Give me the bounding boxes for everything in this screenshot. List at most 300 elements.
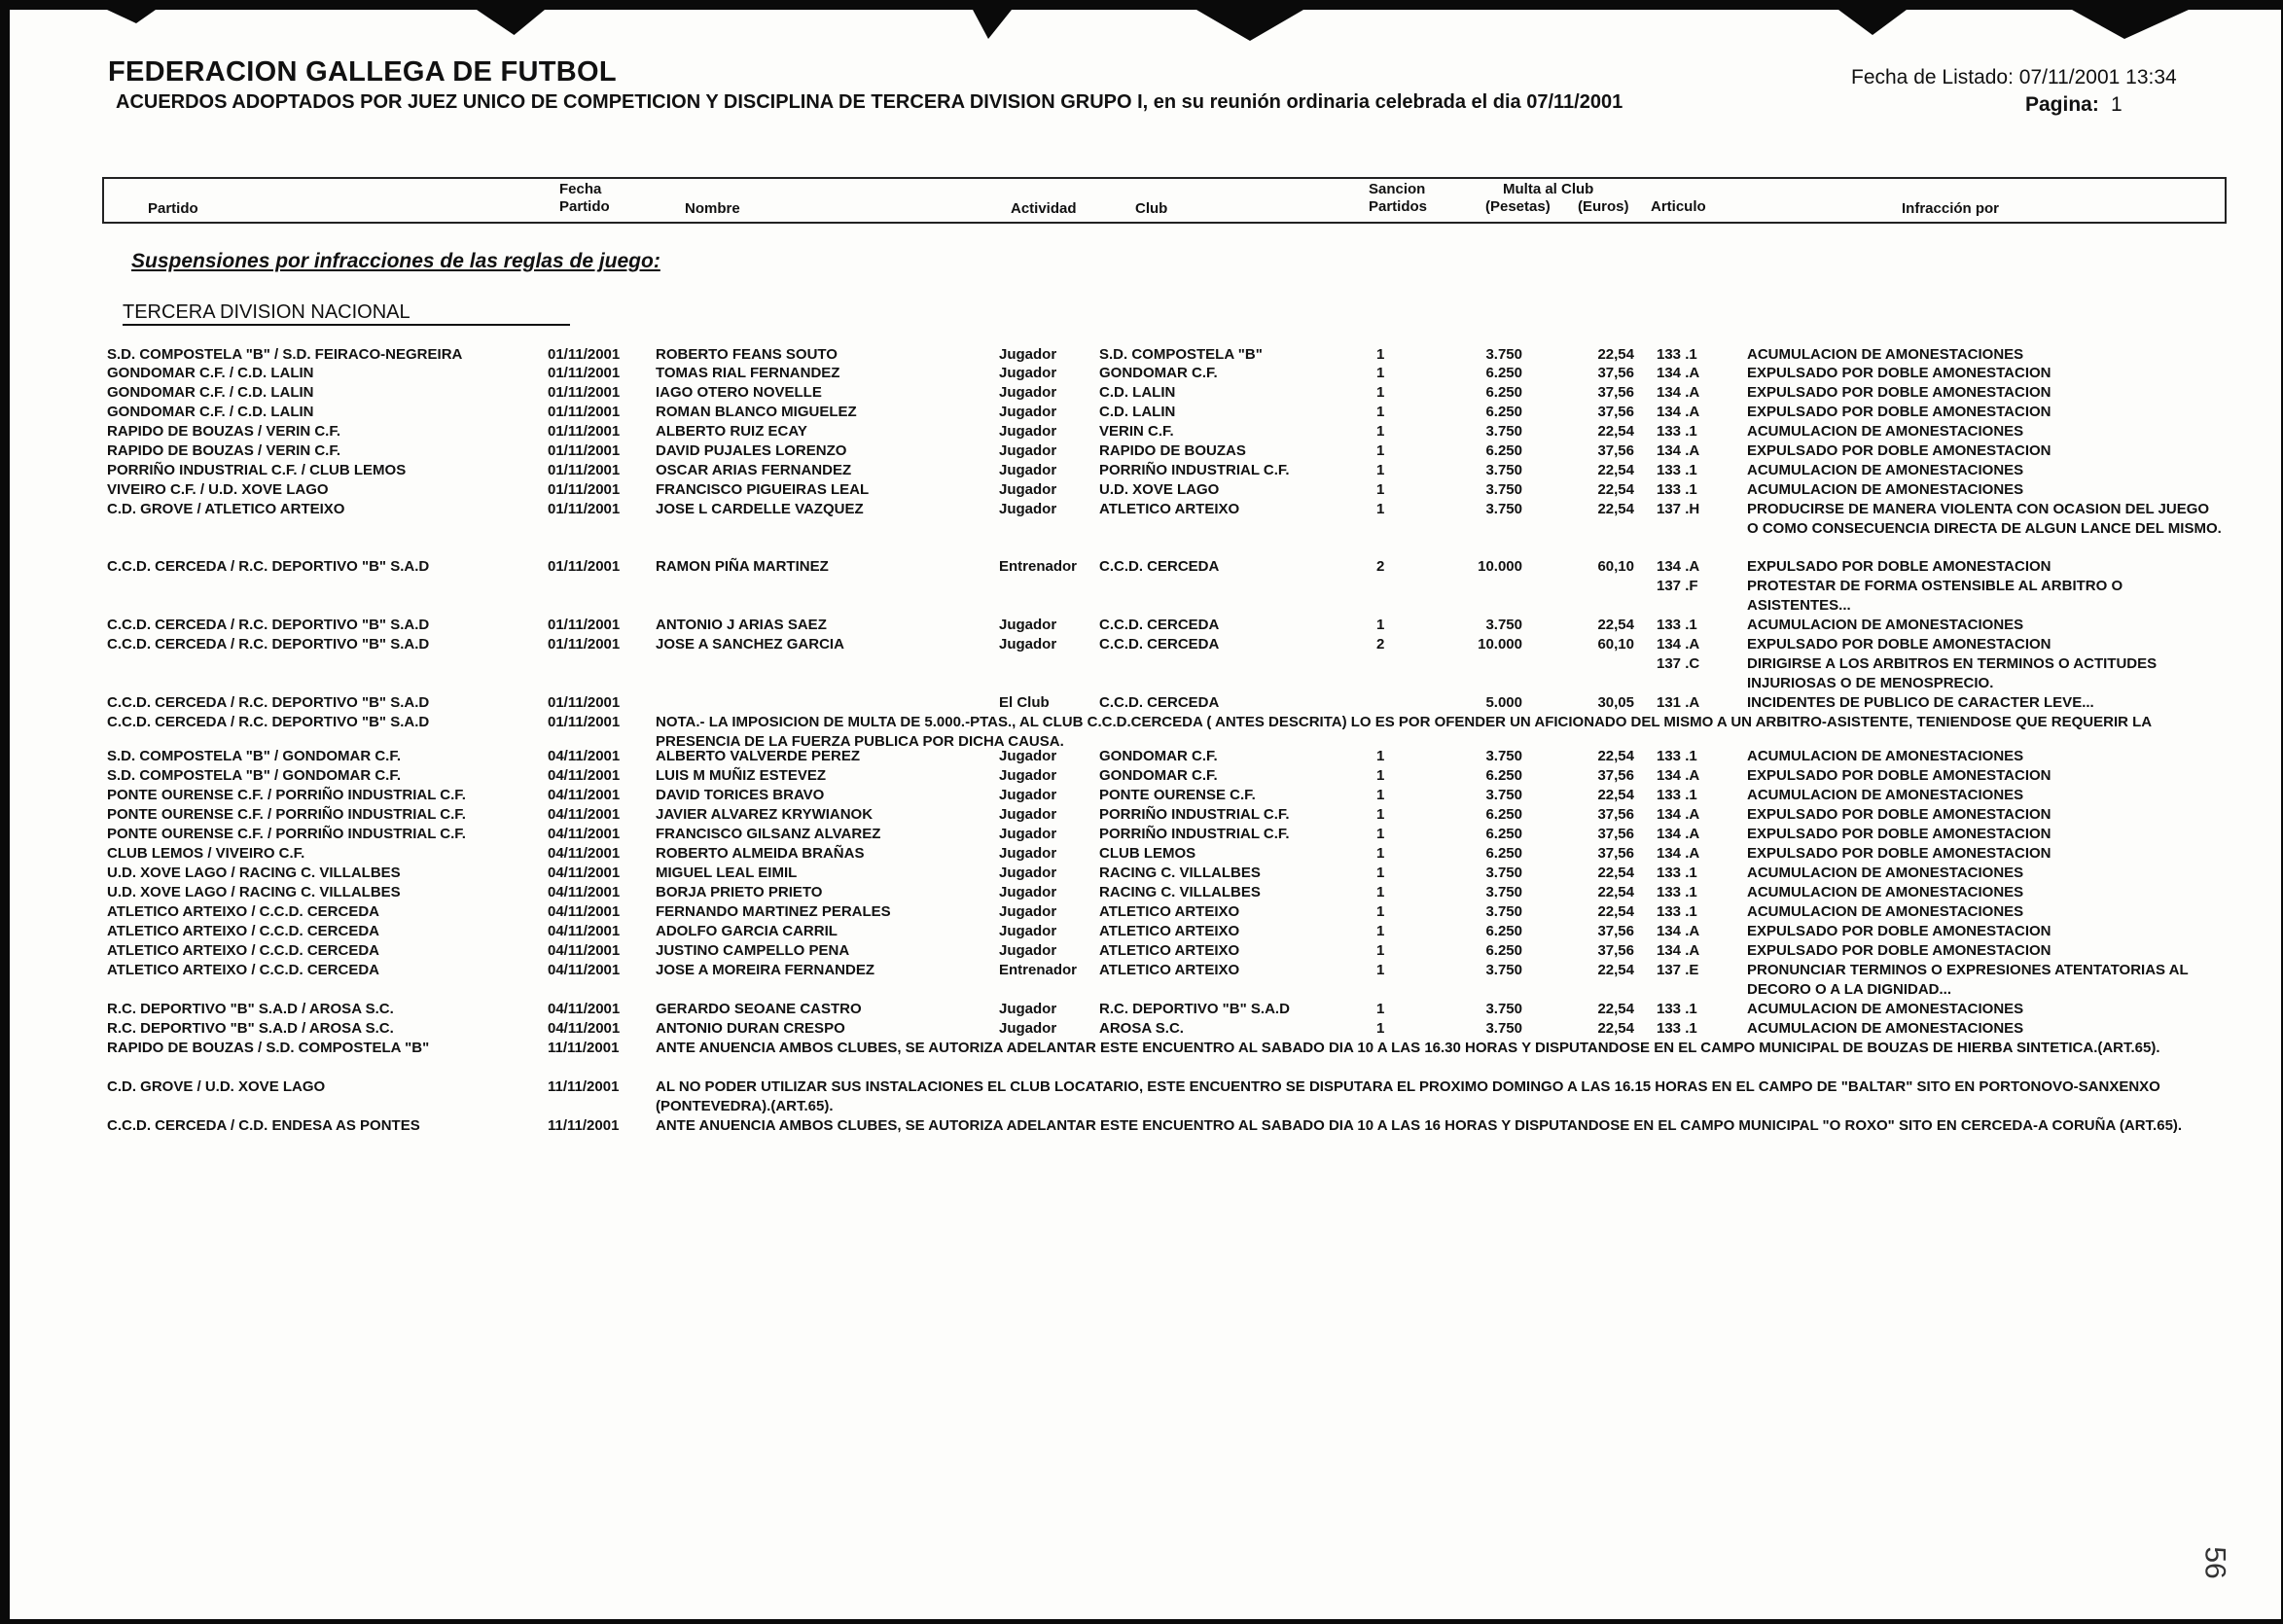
cell-fecha: 01/11/2001 bbox=[548, 404, 621, 420]
cell-euros: 37,56 bbox=[1597, 442, 1634, 459]
page-number: 1 bbox=[2111, 93, 2122, 116]
cell-articulo: 133 .1 bbox=[1657, 1001, 1697, 1017]
cell-partido: RAPIDO DE BOUZAS / VERIN C.F. bbox=[107, 442, 341, 459]
cell-fecha: 11/11/2001 bbox=[548, 1078, 620, 1095]
cell-partidos: 1 bbox=[1376, 346, 1385, 363]
cell-actividad: Jugador bbox=[999, 442, 1057, 459]
cell-infraccion: ACUMULACION DE AMONESTACIONES bbox=[1747, 1020, 2024, 1037]
cell-fecha: 04/11/2001 bbox=[548, 1020, 621, 1037]
cell-euros: 22,54 bbox=[1597, 884, 1634, 900]
cell-articulo: 133 .1 bbox=[1657, 462, 1697, 478]
cell-club: C.C.D. CERCEDA bbox=[1099, 558, 1220, 575]
cell-euros: 22,54 bbox=[1597, 346, 1634, 363]
cell-infraccion: PRONUNCIAR TERMINOS O EXPRESIONES ATENTATORIAS AL DECORO O A LA DIGNIDAD... bbox=[1747, 962, 2189, 998]
cell-actividad: Jugador bbox=[999, 748, 1057, 764]
cell-fecha: 01/11/2001 bbox=[548, 617, 621, 633]
cell-infraccion: ACUMULACION DE AMONESTACIONES bbox=[1747, 617, 2024, 633]
cell-articulo: 134 .A bbox=[1657, 404, 1700, 420]
cell-pesetas: 6.250 bbox=[1485, 365, 1522, 381]
cell-nombre: RAMON PIÑA MARTINEZ bbox=[656, 558, 829, 575]
cell-actividad: Jugador bbox=[999, 346, 1057, 363]
cell-club: S.D. COMPOSTELA "B" bbox=[1099, 346, 1263, 363]
cell-infraccion: EXPULSADO POR DOBLE AMONESTACION bbox=[1747, 942, 2051, 959]
cell-partido: RAPIDO DE BOUZAS / S.D. COMPOSTELA "B" bbox=[107, 1040, 430, 1056]
cell-partidos: 1 bbox=[1376, 617, 1385, 633]
cell-fecha: 04/11/2001 bbox=[548, 748, 621, 764]
cell-fecha: 04/11/2001 bbox=[548, 923, 621, 939]
cell-fecha: 01/11/2001 bbox=[548, 442, 621, 459]
cell-club: C.D. LALIN bbox=[1099, 384, 1176, 401]
col-pesetas: (Pesetas) bbox=[1485, 198, 1551, 215]
cell-fecha: 04/11/2001 bbox=[548, 787, 621, 803]
cell-pesetas: 3.750 bbox=[1485, 1020, 1522, 1037]
cell-infraccion: ACUMULACION DE AMONESTACIONES bbox=[1747, 787, 2024, 803]
cell-partidos: 1 bbox=[1376, 442, 1385, 459]
cell-articulo: 133 .1 bbox=[1657, 423, 1697, 440]
cell-partido: S.D. COMPOSTELA "B" / GONDOMAR C.F. bbox=[107, 767, 402, 784]
cell-partidos: 1 bbox=[1376, 501, 1385, 517]
cell-partidos: 1 bbox=[1376, 826, 1385, 842]
cell-articulo: 133 .1 bbox=[1657, 748, 1697, 764]
cell-infraccion: EXPULSADO POR DOBLE AMONESTACION bbox=[1747, 806, 2051, 823]
cell-fecha: 04/11/2001 bbox=[548, 903, 621, 920]
cell-infraccion: EXPULSADO POR DOBLE AMONESTACION bbox=[1747, 558, 2051, 575]
cell-euros: 22,54 bbox=[1597, 501, 1634, 517]
cell-fecha: 01/11/2001 bbox=[548, 423, 621, 440]
cell-partido: C.C.D. CERCEDA / R.C. DEPORTIVO "B" S.A.D bbox=[107, 636, 430, 653]
cell-partido: GONDOMAR C.F. / C.D. LALIN bbox=[107, 365, 314, 381]
cell-articulo: 134 .A bbox=[1657, 806, 1700, 823]
cell-nombre: FRANCISCO GILSANZ ALVAREZ bbox=[656, 826, 881, 842]
cell-partidos: 1 bbox=[1376, 942, 1385, 959]
cell-articulo: 134 .A bbox=[1657, 826, 1700, 842]
cell-actividad: Jugador bbox=[999, 481, 1057, 498]
cell-club: RACING C. VILLALBES bbox=[1099, 865, 1261, 881]
cell-partido: ATLETICO ARTEIXO / C.C.D. CERCEDA bbox=[107, 962, 380, 978]
cell-nombre: TOMAS RIAL FERNANDEZ bbox=[656, 365, 840, 381]
cell-partidos: 2 bbox=[1376, 636, 1385, 653]
cell-pesetas: 3.750 bbox=[1485, 346, 1522, 363]
cell-partidos: 1 bbox=[1376, 1020, 1385, 1037]
cell-note: ANTE ANUENCIA AMBOS CLUBES, SE AUTORIZA ADELANTAR ESTE ENCUENTRO AL SABADO DIA 10 A LAS 16.30 HORAS Y DISPUTANDOSE EN EL CAMPO MUNICIPAL DE BOUZAS DE HIERBA SINTETICA.(ART.65). bbox=[656, 1040, 2160, 1056]
cell-pesetas: 3.750 bbox=[1485, 481, 1522, 498]
cell-club: ATLETICO ARTEIXO bbox=[1099, 942, 1240, 959]
col-actividad: Actividad bbox=[1011, 200, 1077, 217]
cell-partidos: 1 bbox=[1376, 365, 1385, 381]
cell-euros: 30,05 bbox=[1597, 694, 1634, 711]
cell-fecha: 11/11/2001 bbox=[548, 1040, 620, 1056]
cell-euros: 37,56 bbox=[1597, 845, 1634, 862]
cell-partido: ATLETICO ARTEIXO / C.C.D. CERCEDA bbox=[107, 923, 380, 939]
cell-infraccion: ACUMULACION DE AMONESTACIONES bbox=[1747, 1001, 2024, 1017]
cell-partido: C.C.D. CERCEDA / R.C. DEPORTIVO "B" S.A.D bbox=[107, 617, 430, 633]
cell-partidos: 1 bbox=[1376, 787, 1385, 803]
cell-pesetas: 3.750 bbox=[1485, 787, 1522, 803]
cell-euros: 22,54 bbox=[1597, 481, 1634, 498]
cell-pesetas: 6.250 bbox=[1485, 826, 1522, 842]
torn-edge bbox=[477, 10, 545, 35]
cell-articulo: 133 .1 bbox=[1657, 787, 1697, 803]
cell-club: C.D. LALIN bbox=[1099, 404, 1176, 420]
cell-pesetas: 6.250 bbox=[1485, 806, 1522, 823]
cell-actividad: Entrenador bbox=[999, 558, 1078, 575]
cell-actividad: Jugador bbox=[999, 1020, 1057, 1037]
cell-articulo: 134 .A bbox=[1657, 845, 1700, 862]
cell-nombre: LUIS M MUÑIZ ESTEVEZ bbox=[656, 767, 827, 784]
cell-fecha: 04/11/2001 bbox=[548, 806, 621, 823]
cell-euros: 22,54 bbox=[1597, 903, 1634, 920]
document-subtitle: ACUERDOS ADOPTADOS POR JUEZ UNICO DE COMPETICION Y DISCIPLINA DE TERCERA DIVISION GRUPO I, en su reunión ordinaria celebrada el dia 07/11/2001 bbox=[116, 91, 1623, 113]
cell-actividad: El Club bbox=[999, 694, 1050, 711]
cell-partidos: 1 bbox=[1376, 884, 1385, 900]
cell-club: VERIN C.F. bbox=[1099, 423, 1174, 440]
cell-partido: C.C.D. CERCEDA / R.C. DEPORTIVO "B" S.A.D bbox=[107, 714, 430, 730]
cell-nombre: ROMAN BLANCO MIGUELEZ bbox=[656, 404, 857, 420]
cell-infraccion: ACUMULACION DE AMONESTACIONES bbox=[1747, 903, 2024, 920]
cell-club: ATLETICO ARTEIXO bbox=[1099, 962, 1240, 978]
cell-actividad: Jugador bbox=[999, 923, 1057, 939]
cell-nombre: MIGUEL LEAL EIMIL bbox=[656, 865, 798, 881]
cell-infraccion: EXPULSADO POR DOBLE AMONESTACION bbox=[1747, 384, 2051, 401]
cell-partidos: 1 bbox=[1376, 767, 1385, 784]
cell-infraccion: EXPULSADO POR DOBLE AMONESTACION bbox=[1747, 365, 2051, 381]
col-multa: Multa al Club bbox=[1503, 181, 1594, 197]
cell-euros: 37,56 bbox=[1597, 404, 1634, 420]
cell-partido: C.D. GROVE / U.D. XOVE LAGO bbox=[107, 1078, 326, 1095]
cell-note: ANTE ANUENCIA AMBOS CLUBES, SE AUTORIZA ADELANTAR ESTE ENCUENTRO AL SABADO DIA 10 A LAS 16 HORAS Y DISPUTANDOSE EN EL CAMPO MUNICIPAL "O ROXO" SITO EN CERCEDA-A CORUÑA (ART.65). bbox=[656, 1117, 2183, 1134]
cell-euros: 22,54 bbox=[1597, 462, 1634, 478]
cell-pesetas: 6.250 bbox=[1485, 767, 1522, 784]
document-page bbox=[10, 10, 2281, 1619]
cell-nombre: ALBERTO VALVERDE PEREZ bbox=[656, 748, 861, 764]
cell-partido: C.D. GROVE / ATLETICO ARTEIXO bbox=[107, 501, 345, 517]
cell-infraccion: DIRIGIRSE A LOS ARBITROS EN TERMINOS O ACTITUDES INJURIOSAS O DE MENOSPRECIO. bbox=[1747, 655, 2158, 691]
section-title: Suspensiones por infracciones de las reglas de juego: bbox=[131, 250, 660, 272]
cell-club: R.C. DEPORTIVO "B" S.A.D bbox=[1099, 1001, 1290, 1017]
cell-euros: 37,56 bbox=[1597, 365, 1634, 381]
cell-pesetas: 3.750 bbox=[1485, 884, 1522, 900]
cell-fecha: 01/11/2001 bbox=[548, 365, 621, 381]
cell-partidos: 1 bbox=[1376, 481, 1385, 498]
cell-pesetas: 3.750 bbox=[1485, 617, 1522, 633]
cell-euros: 37,56 bbox=[1597, 826, 1634, 842]
cell-club: RACING C. VILLALBES bbox=[1099, 884, 1261, 900]
cell-articulo: 133 .1 bbox=[1657, 884, 1697, 900]
federation-title: FEDERACION GALLEGA DE FUTBOL bbox=[108, 56, 617, 88]
cell-actividad: Entrenador bbox=[999, 962, 1078, 978]
cell-pesetas: 6.250 bbox=[1485, 845, 1522, 862]
col-fecha-bottom: Partido bbox=[559, 198, 610, 215]
cell-partido: R.C. DEPORTIVO "B" S.A.D / AROSA S.C. bbox=[107, 1020, 394, 1037]
cell-nombre: DAVID PUJALES LORENZO bbox=[656, 442, 847, 459]
cell-club: GONDOMAR C.F. bbox=[1099, 365, 1218, 381]
cell-pesetas: 3.750 bbox=[1485, 865, 1522, 881]
cell-club: C.C.D. CERCEDA bbox=[1099, 617, 1220, 633]
col-articulo: Articulo bbox=[1651, 198, 1706, 215]
cell-articulo: 133 .1 bbox=[1657, 346, 1697, 363]
column-header-box bbox=[102, 177, 2227, 224]
cell-infraccion: PRODUCIRSE DE MANERA VIOLENTA CON OCASION DEL JUEGO O COMO CONSECUENCIA DIRECTA DE ALGUN LANCE DEL MISMO. bbox=[1747, 501, 2222, 537]
cell-nombre: DAVID TORICES BRAVO bbox=[656, 787, 825, 803]
cell-club: PORRIÑO INDUSTRIAL C.F. bbox=[1099, 826, 1290, 842]
cell-euros: 37,56 bbox=[1597, 923, 1634, 939]
cell-articulo: 137 .F bbox=[1657, 578, 1698, 594]
cell-infraccion: ACUMULACION DE AMONESTACIONES bbox=[1747, 423, 2024, 440]
cell-actividad: Jugador bbox=[999, 942, 1057, 959]
cell-actividad: Jugador bbox=[999, 1001, 1057, 1017]
cell-fecha: 01/11/2001 bbox=[548, 694, 621, 711]
cell-fecha: 11/11/2001 bbox=[548, 1117, 620, 1134]
col-partido: Partido bbox=[148, 200, 198, 217]
cell-infraccion: PROTESTAR DE FORMA OSTENSIBLE AL ARBITRO O ASISTENTES... bbox=[1747, 578, 2123, 614]
cell-articulo: 133 .1 bbox=[1657, 903, 1697, 920]
cell-euros: 22,54 bbox=[1597, 787, 1634, 803]
cell-euros: 22,54 bbox=[1597, 748, 1634, 764]
col-club: Club bbox=[1135, 200, 1168, 217]
cell-infraccion: ACUMULACION DE AMONESTACIONES bbox=[1747, 884, 2024, 900]
cell-fecha: 04/11/2001 bbox=[548, 767, 621, 784]
cell-euros: 22,54 bbox=[1597, 423, 1634, 440]
cell-infraccion: EXPULSADO POR DOBLE AMONESTACION bbox=[1747, 636, 2051, 653]
col-sancion-top: Sancion bbox=[1369, 181, 1426, 197]
cell-actividad: Jugador bbox=[999, 365, 1057, 381]
cell-infraccion: EXPULSADO POR DOBLE AMONESTACION bbox=[1747, 404, 2051, 420]
cell-fecha: 01/11/2001 bbox=[548, 346, 621, 363]
cell-partido: ATLETICO ARTEIXO / C.C.D. CERCEDA bbox=[107, 942, 380, 959]
cell-fecha: 01/11/2001 bbox=[548, 636, 621, 653]
cell-articulo: 134 .A bbox=[1657, 384, 1700, 401]
cell-fecha: 04/11/2001 bbox=[548, 865, 621, 881]
cell-nombre: OSCAR ARIAS FERNANDEZ bbox=[656, 462, 852, 478]
cell-infraccion: ACUMULACION DE AMONESTACIONES bbox=[1747, 865, 2024, 881]
cell-partido: C.C.D. CERCEDA / R.C. DEPORTIVO "B" S.A.D bbox=[107, 558, 430, 575]
cell-partido: CLUB LEMOS / VIVEIRO C.F. bbox=[107, 845, 305, 862]
cell-club: ATLETICO ARTEIXO bbox=[1099, 923, 1240, 939]
cell-euros: 37,56 bbox=[1597, 806, 1634, 823]
cell-partido: R.C. DEPORTIVO "B" S.A.D / AROSA S.C. bbox=[107, 1001, 394, 1017]
cell-fecha: 01/11/2001 bbox=[548, 501, 621, 517]
cell-actividad: Jugador bbox=[999, 501, 1057, 517]
cell-euros: 22,54 bbox=[1597, 1001, 1634, 1017]
cell-articulo: 133 .1 bbox=[1657, 1020, 1697, 1037]
cell-articulo: 134 .A bbox=[1657, 923, 1700, 939]
cell-club: ATLETICO ARTEIXO bbox=[1099, 903, 1240, 920]
cell-nombre: JUSTINO CAMPELLO PENA bbox=[656, 942, 850, 959]
cell-club: ATLETICO ARTEIXO bbox=[1099, 501, 1240, 517]
cell-nombre: JOSE L CARDELLE VAZQUEZ bbox=[656, 501, 864, 517]
cell-actividad: Jugador bbox=[999, 462, 1057, 478]
cell-club: C.C.D. CERCEDA bbox=[1099, 694, 1220, 711]
cell-articulo: 134 .A bbox=[1657, 558, 1700, 575]
cell-actividad: Jugador bbox=[999, 423, 1057, 440]
cell-nombre: ANTONIO DURAN CRESPO bbox=[656, 1020, 845, 1037]
listing-date: Fecha de Listado: 07/11/2001 13:34 bbox=[1851, 66, 2177, 88]
cell-partidos: 2 bbox=[1376, 558, 1385, 575]
cell-fecha: 01/11/2001 bbox=[548, 384, 621, 401]
cell-partidos: 1 bbox=[1376, 806, 1385, 823]
cell-euros: 60,10 bbox=[1597, 636, 1634, 653]
cell-articulo: 137 .H bbox=[1657, 501, 1700, 517]
cell-nombre: JOSE A SANCHEZ GARCIA bbox=[656, 636, 844, 653]
cell-articulo: 134 .A bbox=[1657, 767, 1700, 784]
cell-pesetas: 6.250 bbox=[1485, 384, 1522, 401]
cell-pesetas: 3.750 bbox=[1485, 903, 1522, 920]
cell-partidos: 1 bbox=[1376, 462, 1385, 478]
cell-fecha: 01/11/2001 bbox=[548, 481, 621, 498]
division-title: TERCERA DIVISION NACIONAL bbox=[123, 301, 410, 323]
col-nombre: Nombre bbox=[685, 200, 740, 217]
cell-fecha: 04/11/2001 bbox=[548, 845, 621, 862]
torn-edge bbox=[2072, 10, 2189, 39]
cell-infraccion: ACUMULACION DE AMONESTACIONES bbox=[1747, 748, 2024, 764]
cell-partido: PORRIÑO INDUSTRIAL C.F. / CLUB LEMOS bbox=[107, 462, 407, 478]
cell-pesetas: 5.000 bbox=[1485, 694, 1522, 711]
cell-note: AL NO PODER UTILIZAR SUS INSTALACIONES EL CLUB LOCATARIO, ESTE ENCUENTRO SE DISPUTARA EL PROXIMO DOMINGO A LAS 16.15 HORAS EN EL CAMPO DE "BALTAR" SITO EN PORTONOVO-SANXENXO (PONTEVEDRA).(ART.65). bbox=[656, 1078, 2160, 1114]
cell-partidos: 1 bbox=[1376, 865, 1385, 881]
cell-nombre: BORJA PRIETO PRIETO bbox=[656, 884, 823, 900]
cell-fecha: 04/11/2001 bbox=[548, 826, 621, 842]
cell-infraccion: EXPULSADO POR DOBLE AMONESTACION bbox=[1747, 442, 2051, 459]
cell-nombre: JAVIER ALVAREZ KRYWIANOK bbox=[656, 806, 874, 823]
cell-actividad: Jugador bbox=[999, 787, 1057, 803]
cell-euros: 37,56 bbox=[1597, 767, 1634, 784]
cell-actividad: Jugador bbox=[999, 826, 1057, 842]
cell-pesetas: 3.750 bbox=[1485, 462, 1522, 478]
cell-actividad: Jugador bbox=[999, 617, 1057, 633]
cell-articulo: 133 .1 bbox=[1657, 617, 1697, 633]
col-sancion-bottom: Partidos bbox=[1369, 198, 1428, 215]
cell-pesetas: 6.250 bbox=[1485, 404, 1522, 420]
cell-nombre: FRANCISCO PIGUEIRAS LEAL bbox=[656, 481, 870, 498]
cell-articulo: 133 .1 bbox=[1657, 481, 1697, 498]
cell-euros: 37,56 bbox=[1597, 384, 1634, 401]
cell-actividad: Jugador bbox=[999, 903, 1057, 920]
cell-pesetas: 3.750 bbox=[1485, 423, 1522, 440]
cell-articulo: 134 .A bbox=[1657, 442, 1700, 459]
cell-articulo: 131 .A bbox=[1657, 694, 1700, 711]
cell-nombre: GERARDO SEOANE CASTRO bbox=[656, 1001, 862, 1017]
torn-edge bbox=[1196, 10, 1303, 41]
cell-pesetas: 10.000 bbox=[1478, 636, 1522, 653]
cell-partidos: 1 bbox=[1376, 748, 1385, 764]
cell-club: PONTE OURENSE C.F. bbox=[1099, 787, 1256, 803]
cell-infraccion: ACUMULACION DE AMONESTACIONES bbox=[1747, 462, 2024, 478]
cell-partidos: 1 bbox=[1376, 845, 1385, 862]
cell-pesetas: 10.000 bbox=[1478, 558, 1522, 575]
cell-euros: 22,54 bbox=[1597, 865, 1634, 881]
torn-edge bbox=[107, 10, 156, 23]
cell-partido: ATLETICO ARTEIXO / C.C.D. CERCEDA bbox=[107, 903, 380, 920]
cell-club: GONDOMAR C.F. bbox=[1099, 748, 1218, 764]
cell-partido: GONDOMAR C.F. / C.D. LALIN bbox=[107, 384, 314, 401]
cell-partido: RAPIDO DE BOUZAS / VERIN C.F. bbox=[107, 423, 341, 440]
cell-fecha: 01/11/2001 bbox=[548, 462, 621, 478]
cell-partidos: 1 bbox=[1376, 384, 1385, 401]
cell-euros: 22,54 bbox=[1597, 962, 1634, 978]
cell-nombre: ALBERTO RUIZ ECAY bbox=[656, 423, 807, 440]
cell-articulo: 133 .1 bbox=[1657, 865, 1697, 881]
cell-partidos: 1 bbox=[1376, 404, 1385, 420]
cell-partido: U.D. XOVE LAGO / RACING C. VILLALBES bbox=[107, 865, 401, 881]
cell-infraccion: EXPULSADO POR DOBLE AMONESTACION bbox=[1747, 767, 2051, 784]
cell-actividad: Jugador bbox=[999, 384, 1057, 401]
cell-club: C.C.D. CERCEDA bbox=[1099, 636, 1220, 653]
col-euros: (Euros) bbox=[1578, 198, 1629, 215]
handwritten-page-mark: 56 bbox=[2198, 1546, 2231, 1579]
cell-actividad: Jugador bbox=[999, 636, 1057, 653]
cell-partidos: 1 bbox=[1376, 962, 1385, 978]
cell-nombre: ANTONIO J ARIAS SAEZ bbox=[656, 617, 827, 633]
cell-partido: S.D. COMPOSTELA "B" / S.D. FEIRACO-NEGREIRA bbox=[107, 346, 463, 363]
cell-actividad: Jugador bbox=[999, 767, 1057, 784]
cell-infraccion: EXPULSADO POR DOBLE AMONESTACION bbox=[1747, 845, 2051, 862]
cell-partidos: 1 bbox=[1376, 903, 1385, 920]
cell-euros: 22,54 bbox=[1597, 617, 1634, 633]
cell-pesetas: 3.750 bbox=[1485, 962, 1522, 978]
cell-club: RAPIDO DE BOUZAS bbox=[1099, 442, 1246, 459]
cell-articulo: 137 .C bbox=[1657, 655, 1700, 672]
cell-infraccion: EXPULSADO POR DOBLE AMONESTACION bbox=[1747, 826, 2051, 842]
cell-partido: U.D. XOVE LAGO / RACING C. VILLALBES bbox=[107, 884, 401, 900]
cell-pesetas: 3.750 bbox=[1485, 748, 1522, 764]
cell-nombre: FERNANDO MARTINEZ PERALES bbox=[656, 903, 891, 920]
cell-actividad: Jugador bbox=[999, 884, 1057, 900]
cell-partido: PONTE OURENSE C.F. / PORRIÑO INDUSTRIAL C.F. bbox=[107, 826, 466, 842]
cell-fecha: 01/11/2001 bbox=[548, 714, 621, 730]
cell-club: GONDOMAR C.F. bbox=[1099, 767, 1218, 784]
cell-partido: VIVEIRO C.F. / U.D. XOVE LAGO bbox=[107, 481, 329, 498]
cell-infraccion: ACUMULACION DE AMONESTACIONES bbox=[1747, 481, 2024, 498]
cell-nombre: JOSE A MOREIRA FERNANDEZ bbox=[656, 962, 875, 978]
cell-actividad: Jugador bbox=[999, 806, 1057, 823]
cell-euros: 37,56 bbox=[1597, 942, 1634, 959]
cell-partido: C.C.D. CERCEDA / C.D. ENDESA AS PONTES bbox=[107, 1117, 420, 1134]
cell-pesetas: 6.250 bbox=[1485, 942, 1522, 959]
cell-pesetas: 6.250 bbox=[1485, 923, 1522, 939]
cell-nombre: ROBERTO FEANS SOUTO bbox=[656, 346, 838, 363]
cell-fecha: 04/11/2001 bbox=[548, 962, 621, 978]
cell-club: U.D. XOVE LAGO bbox=[1099, 481, 1220, 498]
cell-partidos: 1 bbox=[1376, 1001, 1385, 1017]
cell-pesetas: 3.750 bbox=[1485, 1001, 1522, 1017]
cell-articulo: 137 .E bbox=[1657, 962, 1699, 978]
col-infraccion: Infracción por bbox=[1902, 200, 2000, 217]
cell-note: NOTA.- LA IMPOSICION DE MULTA DE 5.000.-PTAS., AL CLUB C.C.D.CERCEDA ( ANTES DESCRITA) LO ES POR OFENDER UN AFICIONADO DEL MISMO A UN ARBITRO-ASISTENTE, TENIENDOSE QUE REQUERIR LA PRESENCIA DE LA FUERZA PUBLICA POR DICHA CAUSA. bbox=[656, 714, 2152, 750]
cell-nombre: IAGO OTERO NOVELLE bbox=[656, 384, 822, 401]
cell-infraccion: ACUMULACION DE AMONESTACIONES bbox=[1747, 346, 2024, 363]
cell-partidos: 1 bbox=[1376, 923, 1385, 939]
cell-euros: 22,54 bbox=[1597, 1020, 1634, 1037]
cell-pesetas: 6.250 bbox=[1485, 442, 1522, 459]
cell-fecha: 04/11/2001 bbox=[548, 942, 621, 959]
col-fecha-top: Fecha bbox=[559, 181, 602, 197]
cell-pesetas: 3.750 bbox=[1485, 501, 1522, 517]
cell-nombre: ROBERTO ALMEIDA BRAÑAS bbox=[656, 845, 865, 862]
cell-club: PORRIÑO INDUSTRIAL C.F. bbox=[1099, 462, 1290, 478]
division-underline bbox=[123, 324, 570, 326]
cell-club: CLUB LEMOS bbox=[1099, 845, 1196, 862]
cell-partido: GONDOMAR C.F. / C.D. LALIN bbox=[107, 404, 314, 420]
cell-fecha: 04/11/2001 bbox=[548, 884, 621, 900]
cell-partido: PONTE OURENSE C.F. / PORRIÑO INDUSTRIAL C.F. bbox=[107, 787, 466, 803]
cell-euros: 60,10 bbox=[1597, 558, 1634, 575]
cell-partido: PONTE OURENSE C.F. / PORRIÑO INDUSTRIAL C.F. bbox=[107, 806, 466, 823]
cell-club: AROSA S.C. bbox=[1099, 1020, 1184, 1037]
cell-partidos: 1 bbox=[1376, 423, 1385, 440]
cell-partido: C.C.D. CERCEDA / R.C. DEPORTIVO "B" S.A.D bbox=[107, 694, 430, 711]
cell-fecha: 04/11/2001 bbox=[548, 1001, 621, 1017]
cell-infraccion: EXPULSADO POR DOBLE AMONESTACION bbox=[1747, 923, 2051, 939]
